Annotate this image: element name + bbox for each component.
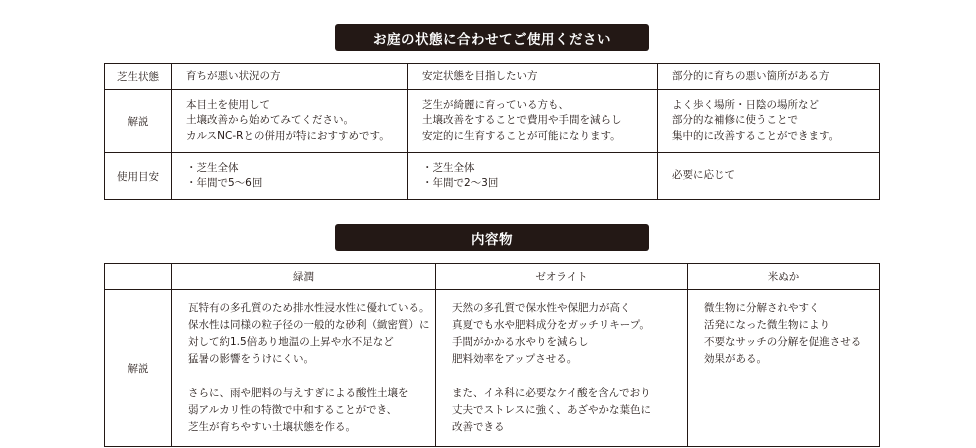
text-line: ・年間で2〜3回 bbox=[422, 177, 499, 189]
ingredient-description-cell bbox=[436, 290, 688, 447]
usage-description-row bbox=[105, 90, 880, 153]
text-line: 土壌改善から始めてみてください。 bbox=[186, 114, 354, 127]
paragraph bbox=[452, 385, 679, 436]
text-line: よく歩く場所・日陰の場所など bbox=[672, 98, 819, 111]
text-line: 芝生が綺麗に育っている方も、 bbox=[422, 98, 569, 111]
text-line: 微生物に分解されやすく bbox=[704, 302, 820, 314]
text-line: 天然の多孔質で保水性や保肥力が高く bbox=[452, 302, 631, 314]
paragraph bbox=[452, 300, 679, 368]
usage-column-header: 育ちが悪い状況の方 bbox=[172, 64, 408, 90]
ingredients-header-row bbox=[105, 264, 880, 290]
usage-column-header: 安定状態を目指したい方 bbox=[408, 64, 658, 90]
usage-section-title: お庭の状態に合わせてご使用ください bbox=[335, 24, 649, 51]
ingredient-description-cell bbox=[172, 290, 436, 447]
text-line: 手間がかかる水やりを減らし bbox=[452, 336, 589, 348]
text-line: カルスNC-Rとの併用が特におすすめです。 bbox=[186, 129, 390, 142]
text-line: 保水性は同様の粒子径の一般的な砂利（緻密質）に bbox=[188, 319, 430, 331]
text-line: 不要なサッチの分解を促進させる bbox=[704, 336, 862, 348]
usage-corner-label: 芝生状態 bbox=[105, 64, 172, 90]
usage-guideline-cell bbox=[658, 153, 880, 200]
usage-guideline-cell bbox=[172, 153, 408, 200]
text-line: 活発になった微生物により bbox=[704, 319, 830, 331]
row-label-usage-guideline: 使用目安 bbox=[105, 153, 172, 200]
usage-description-cell bbox=[408, 90, 658, 153]
text-line: ・芝生全体 bbox=[422, 161, 475, 174]
text-line: ・芝生全体 bbox=[186, 161, 239, 174]
text-line: 丈夫でストレスに強く、あざやかな葉色に bbox=[452, 404, 651, 416]
usage-guideline-cell bbox=[408, 153, 658, 200]
usage-guideline-row bbox=[105, 153, 880, 200]
paragraph bbox=[188, 385, 427, 436]
text-line: 土壌改善をすることで費用や手間を減らし bbox=[422, 114, 622, 127]
ingredients-table bbox=[104, 263, 880, 447]
ingredient-column-header: 緑潤 bbox=[172, 264, 436, 290]
usage-column-header: 部分的に育ちの悪い箇所がある方 bbox=[658, 64, 880, 90]
text-line: 芝生が育ちやすい土壌状態を作る。 bbox=[188, 421, 356, 433]
text-line: ・年間で5〜6回 bbox=[186, 177, 263, 189]
text-line: 集中的に改善することができます。 bbox=[672, 129, 840, 142]
text-line: 真夏でも水や肥料成分をガッチリキープ。 bbox=[452, 319, 650, 331]
content-section-title: 内容物 bbox=[335, 224, 649, 251]
text-line: 弱アルカリ性の特徴で中和することができ、 bbox=[188, 404, 398, 416]
usage-header-row bbox=[105, 64, 880, 90]
text-line: 部分的な補修に使うことで bbox=[672, 114, 798, 127]
text-line: 安定的に生育することが可能になります。 bbox=[422, 129, 621, 142]
usage-description-cell bbox=[172, 90, 408, 153]
text-line: さらに、雨や肥料の与えすぎによる酸性土壌を bbox=[188, 387, 409, 399]
text-line: 改善できる bbox=[452, 421, 505, 433]
usage-table bbox=[104, 63, 880, 200]
text-line: 本目土を使用して bbox=[186, 98, 270, 111]
text-line: 対して約1.5倍あり地温の上昇や水不足など bbox=[188, 336, 394, 348]
ingredients-description-row bbox=[105, 290, 880, 447]
usage-description-cell bbox=[658, 90, 880, 153]
ingredients-corner bbox=[105, 264, 172, 290]
row-label-description: 解説 bbox=[105, 90, 172, 153]
text-line: 必要に応じて bbox=[672, 169, 735, 182]
paragraph bbox=[704, 300, 871, 368]
text-line: 瓦特有の多孔質のため排水性浸水性に優れている。 bbox=[188, 302, 430, 314]
ingredient-column-header: ゼオライト bbox=[436, 264, 688, 290]
text-line: 肥料効率をアップさせる。 bbox=[452, 353, 578, 365]
ingredient-description-cell bbox=[688, 290, 880, 447]
text-line: また、イネ科に必要なケイ酸を含んでおり bbox=[452, 387, 651, 399]
text-line: 猛暑の影響をうけにくい。 bbox=[188, 353, 314, 365]
paragraph bbox=[188, 300, 430, 368]
row-label-description: 解説 bbox=[105, 290, 172, 447]
text-line: 効果がある。 bbox=[704, 353, 767, 365]
ingredient-column-header: 米ぬか bbox=[688, 264, 880, 290]
